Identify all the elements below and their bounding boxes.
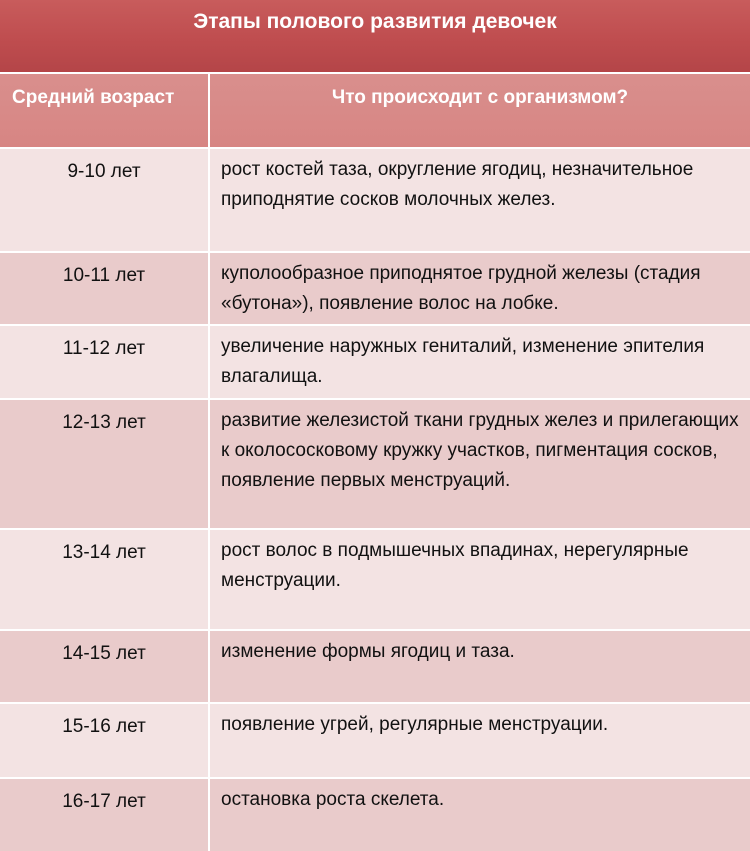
row-age: 16-17 лет: [0, 779, 210, 851]
table-row: [0, 704, 750, 779]
table-row: [0, 253, 750, 326]
row-age: 10-11 лет: [0, 253, 210, 324]
row-description: увеличение наружных гениталий, изменение эпителия влагалища.: [221, 336, 705, 387]
row-age: 15-16 лет: [0, 704, 210, 777]
table-row: [0, 149, 750, 253]
row-age: 12-13 лет: [0, 400, 210, 528]
row-description: куполообразное приподнятое грудной железы (стадия «бутона»), появление волос на лобке.: [221, 263, 701, 314]
row-description: рост костей таза, округление ягодиц, незначительное приподнятие сосков молочных желез.: [221, 159, 694, 210]
row-description: рост волос в подмышечных впадинах, нерегулярные менструации.: [221, 540, 689, 591]
table-title: Этапы полового развития девочек: [0, 0, 750, 74]
row-age: 11-12 лет: [0, 326, 210, 398]
header-description: Что происходит с организмом?: [331, 87, 629, 108]
header-age: Средний возраст: [0, 74, 210, 147]
row-age: 9-10 лет: [0, 149, 210, 251]
table-row: [0, 530, 750, 631]
table-row: [0, 779, 750, 851]
row-description: изменение формы ягодиц и таза.: [221, 641, 515, 662]
row-description: остановка роста скелета.: [221, 789, 445, 810]
table-header-row: [0, 74, 750, 149]
table-row: [0, 631, 750, 704]
table-row: [0, 400, 750, 530]
row-age: 13-14 лет: [0, 530, 210, 629]
row-description: появление угрей, регулярные менструации.: [221, 714, 609, 735]
row-description: развитие железистой ткани грудных желез и прилегающих к околососковому кружку участков, пигментация сосков, появление первых менструаций.: [221, 410, 739, 491]
row-age: 14-15 лет: [0, 631, 210, 702]
table-row: [0, 326, 750, 400]
